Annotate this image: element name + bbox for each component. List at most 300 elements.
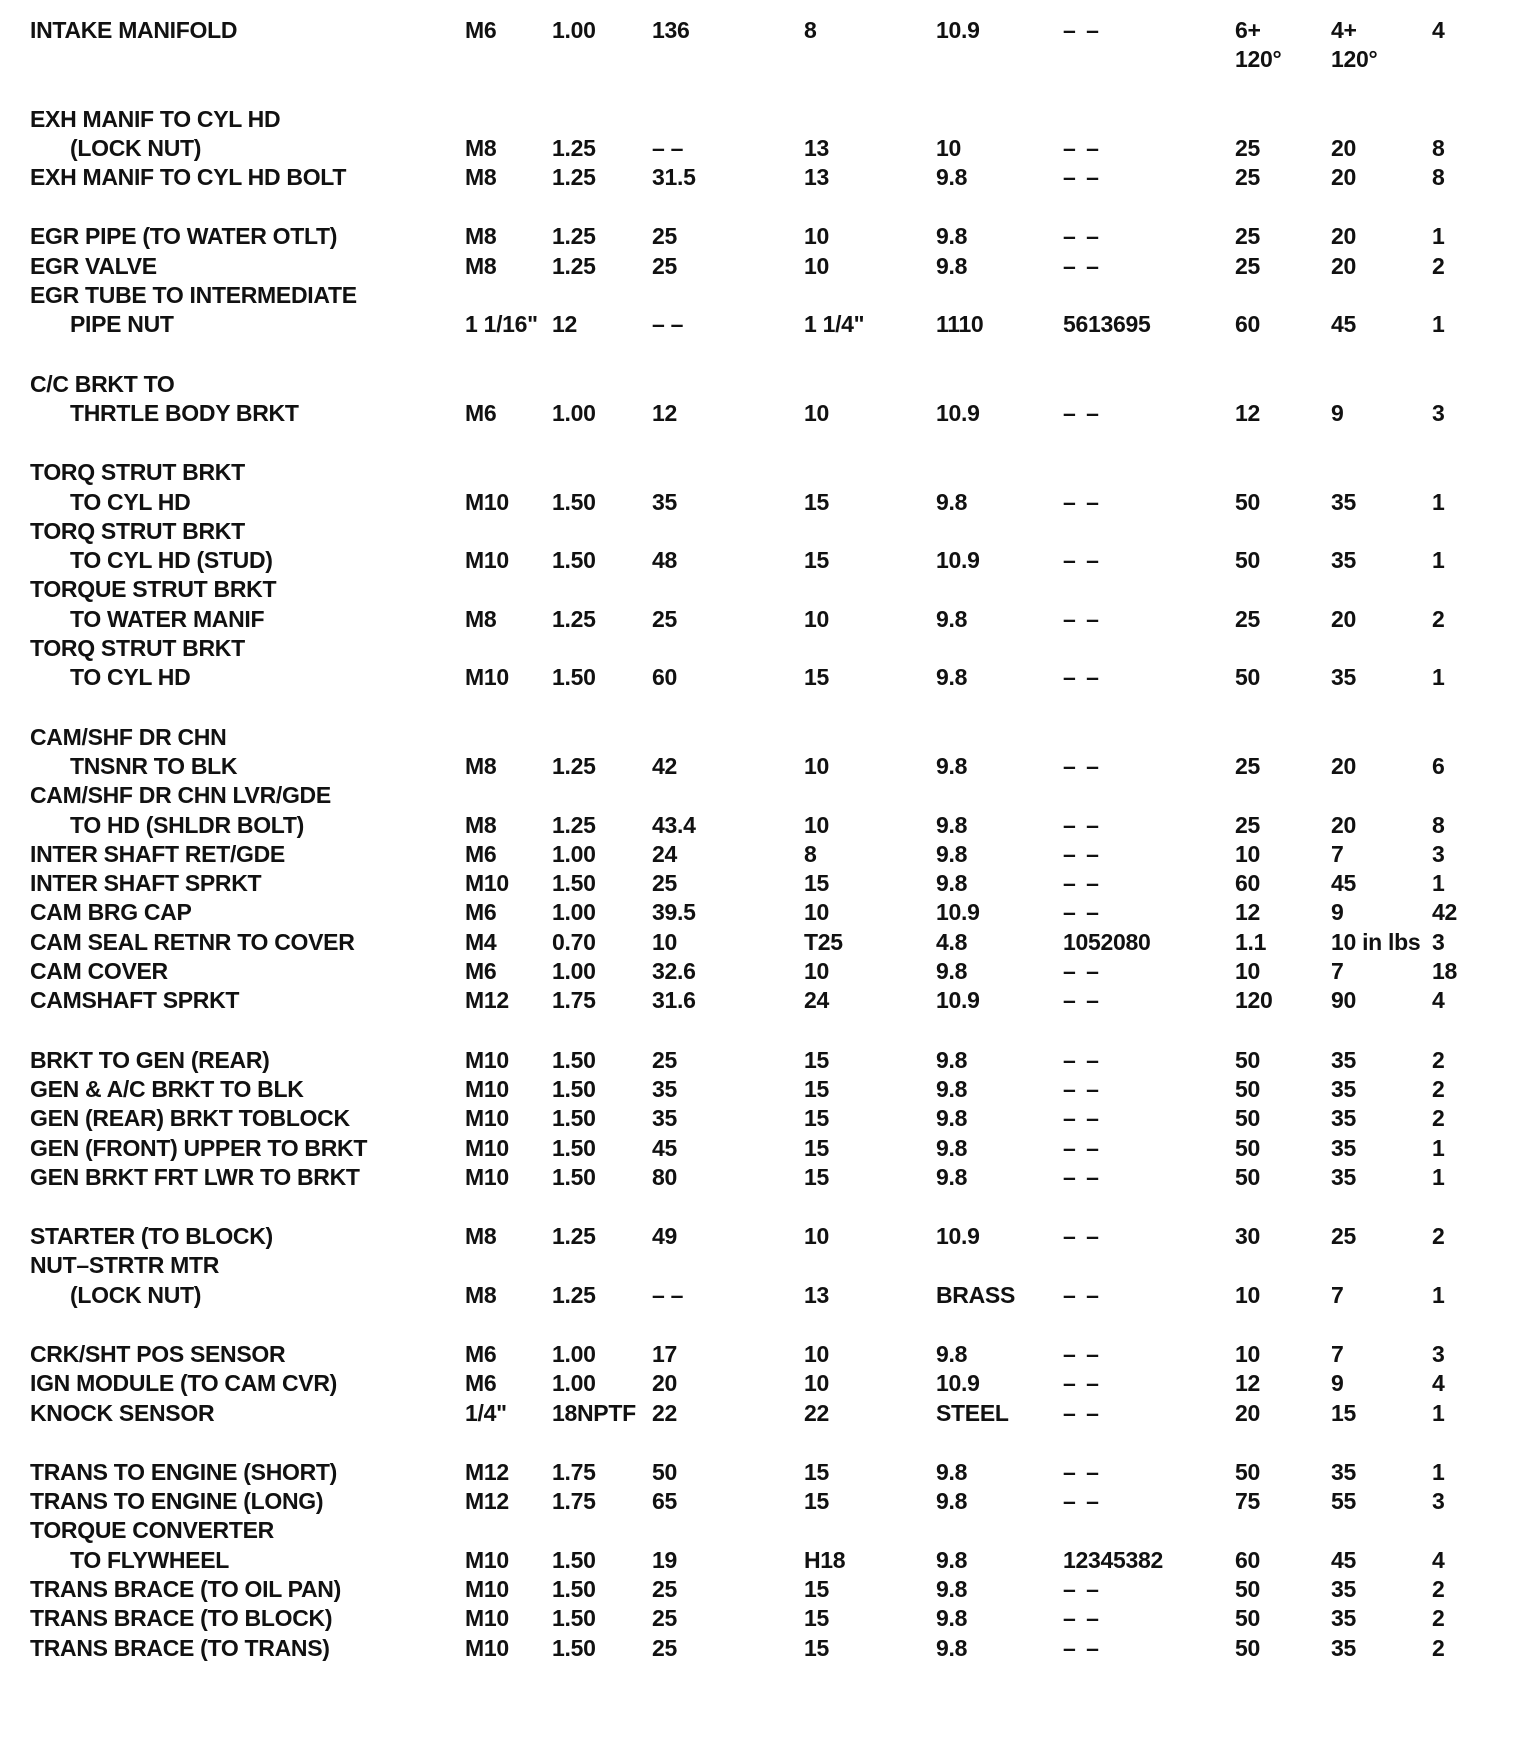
thread-pitch: 1.50 bbox=[552, 1105, 596, 1132]
head-size: 15 bbox=[804, 1634, 829, 1661]
fastener-length: 50 bbox=[652, 1458, 677, 1485]
torque-lbft: 35 bbox=[1331, 488, 1356, 515]
fastener-length: 31.6 bbox=[652, 987, 696, 1014]
thread-size: M10 bbox=[465, 1134, 509, 1161]
part-number: – – bbox=[1063, 1134, 1101, 1161]
fastener-description: INTER SHAFT RET/GDE bbox=[30, 840, 285, 867]
grade-class: 9.8 bbox=[936, 840, 968, 867]
quantity: 1 bbox=[1432, 547, 1445, 574]
grade-class: 9.8 bbox=[936, 1340, 968, 1367]
part-number: – – bbox=[1063, 1370, 1101, 1397]
fastener-description: GEN BRKT FRT LWR TO BRKT bbox=[30, 1163, 360, 1190]
torque-lbft: 25 bbox=[1331, 1223, 1356, 1250]
table-row bbox=[30, 1546, 1490, 1575]
torque-lbft: 7 bbox=[1331, 1281, 1344, 1308]
torque-nm: 50 bbox=[1235, 1163, 1260, 1190]
quantity: 3 bbox=[1432, 399, 1445, 426]
thread-pitch: 1.50 bbox=[552, 1134, 596, 1161]
fastener-description: CAM COVER bbox=[30, 958, 168, 985]
torque-lbft: 35 bbox=[1331, 1134, 1356, 1161]
thread-pitch: 1.25 bbox=[552, 1223, 596, 1250]
quantity: 3 bbox=[1432, 1340, 1445, 1367]
part-number: – – bbox=[1063, 811, 1101, 838]
head-size: 1 1/4" bbox=[804, 311, 865, 338]
grade-class: 9.8 bbox=[936, 664, 968, 691]
thread-size: M8 bbox=[465, 223, 497, 250]
grade-class: 9.8 bbox=[936, 1075, 968, 1102]
thread-size: M8 bbox=[465, 752, 497, 779]
fastener-description: TO HD (SHLDR BOLT) bbox=[70, 811, 304, 838]
thread-pitch: 1.00 bbox=[552, 1370, 596, 1397]
part-number: – – bbox=[1063, 752, 1101, 779]
thread-pitch: 1.50 bbox=[552, 547, 596, 574]
torque-nm: 10 bbox=[1235, 1281, 1260, 1308]
torque-nm: 50 bbox=[1235, 1105, 1260, 1132]
table-row bbox=[30, 1075, 1490, 1104]
grade-class: 9.8 bbox=[936, 1605, 968, 1632]
table-row bbox=[30, 1399, 1490, 1428]
head-size: 15 bbox=[804, 870, 829, 897]
thread-pitch: 1.25 bbox=[552, 752, 596, 779]
thread-pitch: 1.50 bbox=[552, 1605, 596, 1632]
grade-class: 10 bbox=[936, 134, 961, 161]
grade-class: 9.8 bbox=[936, 1576, 968, 1603]
thread-pitch: 1.75 bbox=[552, 1488, 596, 1515]
thread-size: M6 bbox=[465, 1370, 497, 1397]
table-row bbox=[30, 928, 1490, 957]
thread-size: M10 bbox=[465, 488, 509, 515]
head-size: 13 bbox=[804, 134, 829, 161]
part-number: – – bbox=[1063, 1281, 1101, 1308]
head-size: 15 bbox=[804, 1046, 829, 1073]
thread-size: M8 bbox=[465, 811, 497, 838]
head-size: 15 bbox=[804, 1458, 829, 1485]
grade-class: 9.8 bbox=[936, 870, 968, 897]
torque-nm: 60 bbox=[1235, 1546, 1260, 1573]
fastener-length: 39.5 bbox=[652, 899, 696, 926]
part-number: – – bbox=[1063, 958, 1101, 985]
torque-nm: 50 bbox=[1235, 1634, 1260, 1661]
torque-lbft: 4+ bbox=[1331, 17, 1357, 43]
table-row bbox=[30, 105, 1490, 134]
thread-size: M12 bbox=[465, 987, 509, 1014]
grade-class: 9.8 bbox=[936, 958, 968, 985]
fastener-length: 25 bbox=[652, 870, 677, 897]
part-number: – – bbox=[1063, 252, 1101, 279]
grade-class: BRASS bbox=[936, 1281, 1016, 1308]
thread-pitch: 1.50 bbox=[552, 1046, 596, 1073]
quantity: 1 bbox=[1432, 488, 1445, 515]
fastener-length: 35 bbox=[652, 1075, 677, 1102]
fastener-description: C/C BRKT TO bbox=[30, 370, 175, 397]
fastener-description: TORQUE CONVERTER bbox=[30, 1517, 274, 1544]
part-number: – – bbox=[1063, 840, 1101, 867]
quantity: 3 bbox=[1432, 840, 1445, 867]
torque-nm: 50 bbox=[1235, 1046, 1260, 1073]
head-size: 15 bbox=[804, 1488, 829, 1515]
thread-pitch: 1.50 bbox=[552, 1576, 596, 1603]
torque-nm: 50 bbox=[1235, 1576, 1260, 1603]
thread-pitch: 12 bbox=[552, 311, 577, 338]
torque-lbft: 35 bbox=[1331, 1075, 1356, 1102]
thread-size: M6 bbox=[465, 958, 497, 985]
table-row bbox=[30, 1516, 1490, 1545]
fastener-description: EGR TUBE TO INTERMEDIATE bbox=[30, 282, 357, 309]
fastener-description: TO CYL HD bbox=[70, 664, 191, 691]
head-size: 13 bbox=[804, 1281, 829, 1308]
part-number: – – bbox=[1063, 164, 1101, 191]
table-row bbox=[30, 781, 1490, 810]
fastener-description: CAM BRG CAP bbox=[30, 899, 192, 926]
fastener-description: TRANS BRACE (TO TRANS) bbox=[30, 1634, 330, 1661]
torque-lbft: 35 bbox=[1331, 1576, 1356, 1603]
fastener-description: NUT–STRTR MTR bbox=[30, 1252, 220, 1279]
quantity: 2 bbox=[1432, 1075, 1445, 1102]
torque-lbft: 45 bbox=[1331, 311, 1356, 338]
quantity: 4 bbox=[1432, 1370, 1445, 1397]
head-size: 24 bbox=[804, 987, 829, 1014]
fastener-description: CAMSHAFT SPRKT bbox=[30, 987, 240, 1014]
quantity: 1 bbox=[1432, 870, 1445, 897]
part-number: – – bbox=[1063, 223, 1101, 250]
part-number: – – bbox=[1063, 547, 1101, 574]
table-row bbox=[30, 1251, 1490, 1280]
head-size: T25 bbox=[804, 928, 843, 955]
grade-class: 10.9 bbox=[936, 17, 980, 43]
torque-nm: 75 bbox=[1235, 1488, 1260, 1515]
head-size: 10 bbox=[804, 1223, 829, 1250]
fastener-description: TNSNR TO BLK bbox=[70, 752, 238, 779]
thread-size: M10 bbox=[465, 1634, 509, 1661]
torque-nm: 50 bbox=[1235, 488, 1260, 515]
part-number: – – bbox=[1063, 1075, 1101, 1102]
fastener-description: EGR VALVE bbox=[30, 252, 157, 279]
head-size: 15 bbox=[804, 547, 829, 574]
table-row bbox=[30, 723, 1490, 752]
torque-lbft: 35 bbox=[1331, 1163, 1356, 1190]
fastener-description: CAM/SHF DR CHN bbox=[30, 723, 227, 750]
table-row bbox=[30, 575, 1490, 604]
thread-pitch: 1.50 bbox=[552, 664, 596, 691]
thread-size: M8 bbox=[465, 1223, 497, 1250]
torque-lbft: 7 bbox=[1331, 1340, 1344, 1367]
table-row bbox=[30, 1222, 1490, 1251]
part-number: – – bbox=[1063, 1223, 1101, 1250]
quantity: 1 bbox=[1432, 1458, 1445, 1485]
part-number: – – bbox=[1063, 1458, 1101, 1485]
quantity: 1 bbox=[1432, 1134, 1445, 1161]
head-size: 15 bbox=[804, 1075, 829, 1102]
quantity: 18 bbox=[1432, 958, 1457, 985]
thread-size: M8 bbox=[465, 134, 497, 161]
torque-nm: 120° bbox=[1235, 46, 1282, 73]
grade-class: 9.8 bbox=[936, 811, 968, 838]
thread-size: M10 bbox=[465, 1605, 509, 1632]
table-row bbox=[30, 663, 1490, 692]
fastener-description: (LOCK NUT) bbox=[70, 1281, 202, 1308]
thread-pitch: 1.00 bbox=[552, 958, 596, 985]
fastener-description: INTER SHAFT SPRKT bbox=[30, 870, 262, 897]
thread-pitch: 1.00 bbox=[552, 1340, 596, 1367]
table-row bbox=[30, 1458, 1490, 1487]
part-number: – – bbox=[1063, 664, 1101, 691]
fastener-length: 20 bbox=[652, 1370, 677, 1397]
table-row bbox=[30, 1634, 1490, 1663]
torque-nm: 120 bbox=[1235, 987, 1273, 1014]
fastener-description: BRKT TO GEN (REAR) bbox=[30, 1046, 270, 1073]
fastener-description: INTAKE MANIFOLD bbox=[30, 17, 238, 43]
torque-lbft: 9 bbox=[1331, 899, 1344, 926]
grade-class: 9.8 bbox=[936, 1546, 968, 1573]
table-row bbox=[30, 134, 1490, 163]
table-row bbox=[30, 1340, 1490, 1369]
fastener-length: 136 bbox=[652, 17, 690, 43]
part-number: – – bbox=[1063, 1488, 1101, 1515]
thread-pitch: 18NPTF bbox=[552, 1399, 636, 1426]
part-number: – – bbox=[1063, 1399, 1101, 1426]
quantity: 2 bbox=[1432, 1105, 1445, 1132]
torque-lbft: 20 bbox=[1331, 752, 1356, 779]
torque-nm: 20 bbox=[1235, 1399, 1260, 1426]
thread-size: M10 bbox=[465, 1546, 509, 1573]
head-size: 22 bbox=[804, 1399, 829, 1426]
fastener-length: 80 bbox=[652, 1163, 677, 1190]
head-size: H18 bbox=[804, 1546, 846, 1573]
table-row bbox=[30, 252, 1490, 281]
grade-class: 9.8 bbox=[936, 1134, 968, 1161]
part-number: – – bbox=[1063, 399, 1101, 426]
torque-lbft: 55 bbox=[1331, 1488, 1356, 1515]
quantity: 8 bbox=[1432, 811, 1445, 838]
fastener-description: EGR PIPE (TO WATER OTLT) bbox=[30, 223, 338, 250]
head-size: 13 bbox=[804, 164, 829, 191]
head-size: 10 bbox=[804, 223, 829, 250]
fastener-description: TO WATER MANIF bbox=[70, 605, 265, 632]
quantity: 2 bbox=[1432, 252, 1445, 279]
grade-class: 9.8 bbox=[936, 1105, 968, 1132]
fastener-description: TORQ STRUT BRKT bbox=[30, 517, 245, 544]
torque-nm: 60 bbox=[1235, 870, 1260, 897]
thread-pitch: 1.25 bbox=[552, 164, 596, 191]
table-row bbox=[30, 1369, 1490, 1398]
torque-lbft: 9 bbox=[1331, 399, 1344, 426]
torque-nm: 30 bbox=[1235, 1223, 1260, 1250]
grade-class: 9.8 bbox=[936, 488, 968, 515]
quantity: 8 bbox=[1432, 134, 1445, 161]
fastener-length: 31.5 bbox=[652, 164, 696, 191]
head-size: 10 bbox=[804, 1370, 829, 1397]
part-number: – – bbox=[1063, 488, 1101, 515]
torque-lbft: 20 bbox=[1331, 605, 1356, 632]
torque-nm: 25 bbox=[1235, 164, 1260, 191]
fastener-length: 25 bbox=[652, 1046, 677, 1073]
fastener-description: TORQ STRUT BRKT bbox=[30, 459, 245, 486]
thread-size: M6 bbox=[465, 399, 497, 426]
table-row bbox=[30, 163, 1490, 192]
thread-size: M10 bbox=[465, 1046, 509, 1073]
grade-class: 9.8 bbox=[936, 164, 968, 191]
grade-class: 9.8 bbox=[936, 1634, 968, 1661]
torque-lbft: 35 bbox=[1331, 1046, 1356, 1073]
torque-lbft: 9 bbox=[1331, 1370, 1344, 1397]
fastener-length: 25 bbox=[652, 1634, 677, 1661]
thread-size: M10 bbox=[465, 1163, 509, 1190]
row-group bbox=[30, 1458, 1490, 1663]
thread-size: 1 1/16" bbox=[465, 311, 538, 338]
quantity: 1 bbox=[1432, 311, 1445, 338]
table-row bbox=[30, 898, 1490, 927]
grade-class: 10.9 bbox=[936, 1223, 980, 1250]
head-size: 15 bbox=[804, 1134, 829, 1161]
fastener-description: TRANS TO ENGINE (LONG) bbox=[30, 1488, 324, 1515]
table-row bbox=[30, 517, 1490, 546]
fastener-length: 25 bbox=[652, 605, 677, 632]
fastener-description: TO FLYWHEEL bbox=[70, 1546, 229, 1573]
part-number: 1052080 bbox=[1063, 928, 1151, 955]
torque-lbft: 35 bbox=[1331, 1105, 1356, 1132]
fastener-description: PIPE NUT bbox=[70, 311, 174, 338]
fastener-length: 22 bbox=[652, 1399, 677, 1426]
table-row bbox=[30, 1046, 1490, 1075]
quantity: 2 bbox=[1432, 605, 1445, 632]
row-group bbox=[30, 1222, 1490, 1310]
torque-lbft: 35 bbox=[1331, 1605, 1356, 1632]
head-size: 10 bbox=[804, 899, 829, 926]
table-row bbox=[30, 399, 1490, 428]
torque-lbft: 35 bbox=[1331, 547, 1356, 574]
fastener-description: TO CYL HD bbox=[70, 488, 191, 515]
quantity: 1 bbox=[1432, 1399, 1445, 1426]
torque-nm: 12 bbox=[1235, 1370, 1260, 1397]
fastener-description: CRK/SHT POS SENSOR bbox=[30, 1340, 286, 1367]
row-group bbox=[30, 370, 1490, 429]
quantity: 4 bbox=[1432, 987, 1445, 1014]
quantity: 2 bbox=[1432, 1576, 1445, 1603]
table-row bbox=[30, 869, 1490, 898]
thread-pitch: 1.00 bbox=[552, 899, 596, 926]
table-row bbox=[30, 634, 1490, 663]
row-group bbox=[30, 16, 1490, 75]
thread-size: M8 bbox=[465, 252, 497, 279]
table-row bbox=[30, 546, 1490, 575]
fastener-length: 17 bbox=[652, 1340, 677, 1367]
fastener-description: THRTLE BODY BRKT bbox=[70, 399, 299, 426]
quantity: 42 bbox=[1432, 899, 1457, 926]
table-row bbox=[30, 1575, 1490, 1604]
head-size: 8 bbox=[804, 840, 817, 867]
thread-size: M8 bbox=[465, 1281, 497, 1308]
quantity: 8 bbox=[1432, 164, 1445, 191]
table-row bbox=[30, 1487, 1490, 1516]
fastener-length: 35 bbox=[652, 488, 677, 515]
head-size: 10 bbox=[804, 811, 829, 838]
thread-size: M8 bbox=[465, 605, 497, 632]
torque-nm: 10 bbox=[1235, 1340, 1260, 1367]
torque-lbft: 20 bbox=[1331, 164, 1356, 191]
fastener-length: – – bbox=[652, 1281, 684, 1308]
torque-nm: 50 bbox=[1235, 1075, 1260, 1102]
torque-nm: 50 bbox=[1235, 664, 1260, 691]
fastener-description: TO CYL HD (STUD) bbox=[70, 547, 273, 574]
torque-lbft: 35 bbox=[1331, 1458, 1356, 1485]
torque-lbft: 120° bbox=[1331, 46, 1378, 73]
table-row bbox=[30, 986, 1490, 1015]
grade-class: 9.8 bbox=[936, 252, 968, 279]
table-row bbox=[30, 1604, 1490, 1633]
fastener-length: 43.4 bbox=[652, 811, 696, 838]
thread-pitch: 1.25 bbox=[552, 811, 596, 838]
thread-pitch: 1.75 bbox=[552, 987, 596, 1014]
row-group bbox=[30, 1046, 1490, 1192]
part-number: – – bbox=[1063, 987, 1101, 1014]
fastener-length: 12 bbox=[652, 399, 677, 426]
part-number: 12345382 bbox=[1063, 1546, 1163, 1573]
table-row bbox=[30, 1163, 1490, 1192]
torque-lbft: 35 bbox=[1331, 664, 1356, 691]
grade-class: 9.8 bbox=[936, 223, 968, 250]
head-size: 15 bbox=[804, 1163, 829, 1190]
table-row bbox=[30, 310, 1490, 339]
row-group bbox=[30, 105, 1490, 193]
fastener-description: TORQUE STRUT BRKT bbox=[30, 576, 277, 603]
thread-pitch: 1.75 bbox=[552, 1458, 596, 1485]
torque-nm: 10 bbox=[1235, 840, 1260, 867]
table-row bbox=[30, 957, 1490, 986]
torque-lbft: 35 bbox=[1331, 1634, 1356, 1661]
torque-nm: 25 bbox=[1235, 223, 1260, 250]
grade-class: 9.8 bbox=[936, 1163, 968, 1190]
quantity: 2 bbox=[1432, 1634, 1445, 1661]
table-row bbox=[30, 222, 1490, 251]
thread-size: M12 bbox=[465, 1488, 509, 1515]
grade-class: 10.9 bbox=[936, 399, 980, 426]
fastener-length: 65 bbox=[652, 1488, 677, 1515]
fastener-length: 10 bbox=[652, 928, 677, 955]
torque-lbft: 20 bbox=[1331, 252, 1356, 279]
torque-lbft: 90 bbox=[1331, 987, 1356, 1014]
torque-nm: 6+ bbox=[1235, 17, 1261, 43]
quantity: 3 bbox=[1432, 928, 1445, 955]
fastener-description: EXH MANIF TO CYL HD bbox=[30, 105, 281, 132]
thread-size: M10 bbox=[465, 664, 509, 691]
thread-pitch: 1.50 bbox=[552, 1634, 596, 1661]
torque-lbft: 7 bbox=[1331, 840, 1344, 867]
thread-pitch: 1.25 bbox=[552, 1281, 596, 1308]
thread-size: M10 bbox=[465, 870, 509, 897]
torque-nm: 25 bbox=[1235, 252, 1260, 279]
part-number: – – bbox=[1063, 1046, 1101, 1073]
grade-class: 9.8 bbox=[936, 1488, 968, 1515]
quantity: 2 bbox=[1432, 1046, 1445, 1073]
fastener-torque-table bbox=[30, 16, 1490, 1693]
thread-pitch: 1.25 bbox=[552, 252, 596, 279]
row-group bbox=[30, 222, 1490, 339]
fastener-length: 25 bbox=[652, 223, 677, 250]
thread-pitch: 1.50 bbox=[552, 488, 596, 515]
fastener-length: 60 bbox=[652, 664, 677, 691]
torque-lbft: 20 bbox=[1331, 811, 1356, 838]
thread-pitch: 1.00 bbox=[552, 17, 596, 43]
fastener-length: – – bbox=[652, 311, 684, 338]
thread-size: M6 bbox=[465, 1340, 497, 1367]
fastener-length: 35 bbox=[652, 1105, 677, 1132]
head-size: 15 bbox=[804, 1105, 829, 1132]
head-size: 15 bbox=[804, 488, 829, 515]
fastener-description: EXH MANIF TO CYL HD BOLT bbox=[30, 164, 347, 191]
grade-class: 9.8 bbox=[936, 1046, 968, 1073]
grade-class: 1110 bbox=[936, 311, 984, 338]
thread-pitch: 1.25 bbox=[552, 134, 596, 161]
